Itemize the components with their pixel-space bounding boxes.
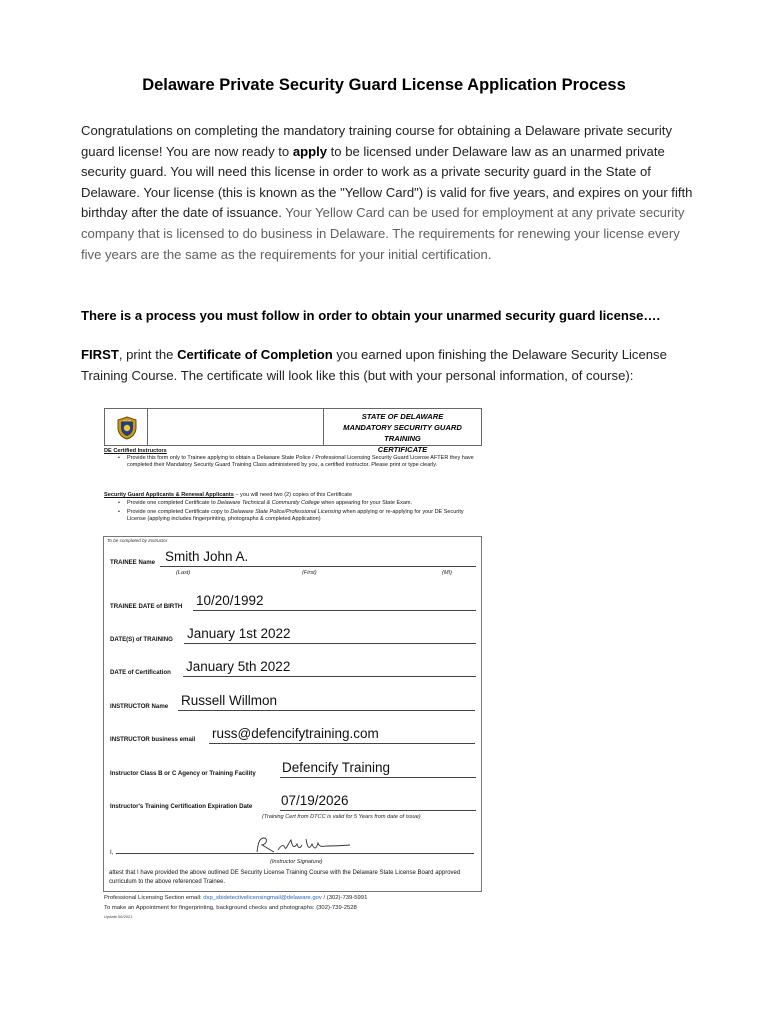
instructors-bullet: • Provide this form only to Trainee applying to obtain a Delaware State Police / Professional Licensing Security Guard License AFTER they have completed their Mandatory Security Guard Training Class administered by you, a certified instructor. Please print or type clearly. — [118, 455, 474, 469]
intro-paragraph — [81, 121, 693, 265]
trainee-name-label: TRAINEE Name — [110, 559, 156, 566]
instructor-email-label: INSTRUCTOR business email — [110, 736, 196, 743]
certificate-title: STATE OF DELAWARE MANDATORY SECURITY GUARD TRAINING CERTIFICATE — [343, 412, 462, 454]
i-label: I, — [110, 849, 114, 856]
training-cert-note: (Training Cert from DTCC is valid for 5 Years from date of issue) — [262, 814, 421, 820]
cert-date-line — [183, 676, 476, 677]
expiration-label: Instructor's Training Certification Expiration Date — [110, 803, 253, 810]
expiration-line — [280, 810, 476, 811]
expiration-value: 07/19/2026 — [281, 793, 349, 808]
instructor-name-value: Russell Willmon — [181, 693, 278, 708]
instructor-email-line — [209, 743, 475, 744]
certificate-of-completion-bold: Certificate of Completion — [177, 347, 333, 362]
applicants-heading: Security Guard Applicants & Renewal Applicants – you will need two (2) copies of this Certificate — [104, 492, 352, 498]
trainee-name-value: Smith John A. — [165, 549, 249, 564]
footer-appointment-line: To make an Appointment for fingerprinting, background checks and photographs: (302)-739-2528 — [104, 904, 357, 911]
trainee-name-line — [160, 566, 476, 567]
instructor-name-label: INSTRUCTOR Name — [110, 703, 169, 710]
cert-date-value: January 5th 2022 — [186, 659, 291, 674]
update-note: Update 06/2021 — [104, 914, 133, 919]
facility-label: Instructor Class B or C Agency or Training Facility — [110, 770, 256, 777]
facility-value: Defencify Training — [282, 760, 391, 775]
attest-text: attest that I have provided the above outlined DE Security License Training Course with the Delaware State License Board approved curriculum to the above referenced Trainee. — [109, 870, 461, 886]
instructor-email-value: russ@defencifytraining.com — [212, 726, 379, 741]
mi-label: (MI) — [442, 570, 452, 576]
certificate-blank-cell — [148, 409, 324, 445]
dob-value: 10/20/1992 — [196, 593, 264, 608]
document-title: Delaware Private Security Guard License Application Process — [142, 76, 626, 94]
footer-email-line: Professional Licensing Section email: dsp_sbidetectivelicensingmail@delaware.gov / (302)-739-5991 — [104, 895, 368, 901]
to-be-completed-note: To be completed by Instructor — [107, 538, 168, 543]
first-label: (First) — [302, 570, 317, 576]
first-step-paragraph — [81, 345, 693, 386]
training-dates-line — [184, 643, 476, 644]
delaware-state-police-seal-icon — [116, 416, 138, 440]
instructors-heading: DE Certified Instructors — [104, 448, 167, 454]
first-word: FIRST — [81, 347, 119, 362]
intro-text-3: Your Yellow Card can be used for employment at any private security company that is licensed to do business in Delaware. The requirements for renewing your license every five years are the same as the requirements for your initial certification. — [81, 205, 685, 262]
training-dates-value: January 1st 2022 — [187, 626, 291, 641]
trainee-info-box — [103, 536, 482, 892]
intro-text-1: Congratulations on completing the mandatory training course for obtaining a Delaware private security guard license! You are now ready to — [81, 123, 672, 159]
certificate-image — [80, 392, 494, 932]
instructor-signature-scribble — [254, 834, 354, 856]
instructor-signature-label: (Instructor Signature) — [270, 859, 323, 865]
intro-text-2: to be licensed under Delaware law as an unarmed private security guard. You will need this license in order to work as a private security guard in the State of Delaware. Your license (this is known as the "Yellow Card") is valid for five years, and expires on your fifth birthday after the date of issuance. — [81, 143, 693, 221]
applicant-bullet-2: • Provide one completed Certificate copy to Delaware State Police/Professional Licensing when applying or re-applying for your DE Security License (applying includes fingerprinting, photographs & completed Application) — [118, 509, 464, 523]
cert-date-label: DATE of Certification — [110, 669, 171, 676]
dob-label: TRAINEE DATE of BIRTH — [110, 603, 183, 610]
applicant-bullet-1: • Provide one completed Certificate to Delaware Technical & Community College when appearing for your State Exam. — [118, 500, 413, 506]
intro-apply-bold: apply — [292, 143, 328, 159]
instructor-name-line — [178, 710, 475, 711]
process-heading: There is a process you must follow in order to obtain your unarmed security guard license…. — [81, 308, 661, 323]
footer-email-link[interactable]: dsp_sbidetectivelicensingmail@delaware.gov — [203, 895, 322, 901]
dob-line — [193, 610, 476, 611]
training-dates-label: DATE(S) of TRAINING — [110, 636, 173, 643]
last-label: (Last) — [176, 570, 191, 576]
first-text-b: you earned upon finishing the Delaware Security License Training Course. The certificate will look like this (but with your personal information, of course): — [81, 347, 667, 383]
facility-line — [280, 777, 476, 778]
certificate-footer — [104, 894, 367, 914]
first-text-a: , print the — [118, 347, 178, 362]
certificate-logo-cell — [105, 409, 148, 445]
